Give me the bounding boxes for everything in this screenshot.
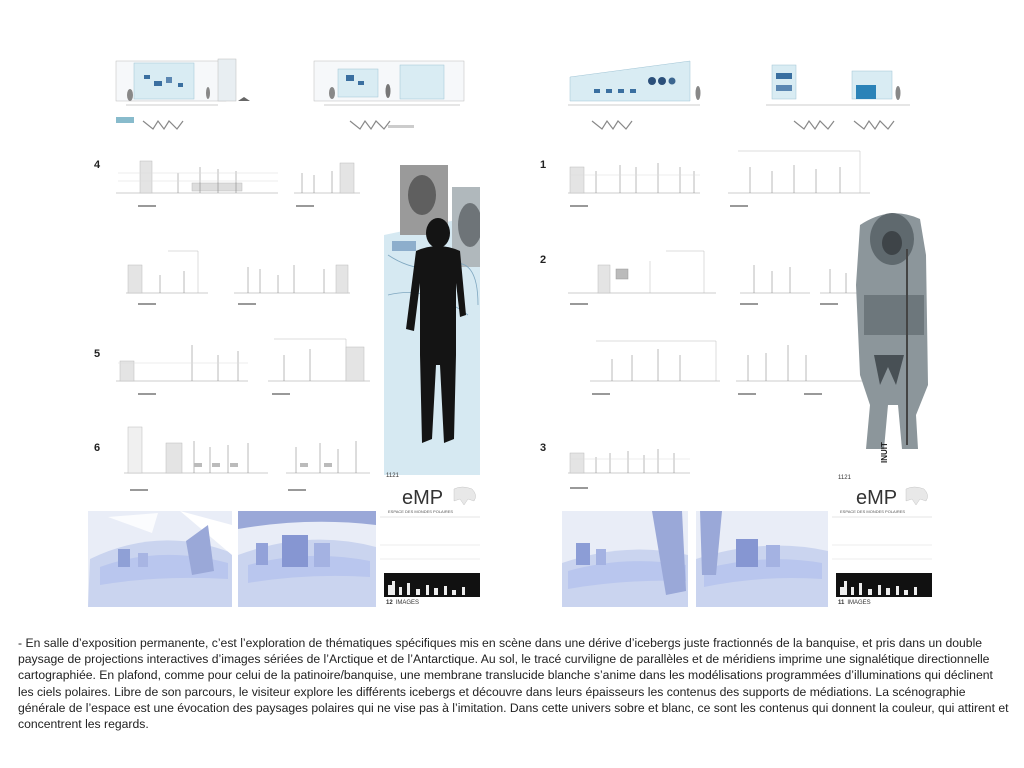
left-board-drawings <box>88 55 480 610</box>
emp-logo-subtitle: ESPACE DES MONDES POLAIRES <box>840 509 906 514</box>
elevation-row-2 <box>568 251 870 305</box>
board-code: 1121 <box>386 473 399 479</box>
row-number-4: 4 <box>94 159 101 171</box>
page-number-value: 11 <box>838 600 845 606</box>
page-number-value: 12 <box>386 600 393 606</box>
left-skyline-strip <box>384 573 480 597</box>
page-number <box>386 600 419 606</box>
elevation-row-6 <box>124 427 370 491</box>
presentation-board-left <box>88 55 480 610</box>
top-elevation-1 <box>116 59 250 129</box>
elevation-row-5 <box>116 339 370 395</box>
page-number <box>838 600 871 606</box>
caption-paragraph: - En salle d’exposition permanente, c’est l’exploration de thématiques spécifiques mis en scène dans une dérive d’icebergs juste fractionnés de la banquise, et pris dans un double paysage de projections interactives d’images sériées de l’Arctique et de l’Antarctique. Au sol, le tracé curviligne de parallèles et de méridiens imprime une signalétique directionnelle cartographiée. En plafond, comme pour celui de la patinoire/banquise, une membrane translucide blanche s’anime dans les modélisations programmées d’illuminations qui déclinent les ciels polaires. Libre de son parcours, le visiteur explore les différents icebergs et découvre dans leurs épaisseurs les contenus des supports de médiations. La scénographie générale de l’espace est une évocation des paysages polaires qui ne vise pas à l’imitation. Dans cette univers sobre et blanc, ce sont les contenus qui donnent la couleur, qui attirent et concentrent les regards. <box>18 636 1009 732</box>
render-4 <box>696 511 828 607</box>
emp-logo: eMP <box>402 487 444 509</box>
render-1 <box>88 511 232 607</box>
elevation-row-3 <box>568 449 690 489</box>
inuit-label: INUIT <box>880 442 889 463</box>
row-number-1: 1 <box>540 159 547 171</box>
board-code: 1121 <box>838 475 851 481</box>
row-number-6: 6 <box>94 442 101 454</box>
top-elevation-2 <box>314 61 464 129</box>
page-number-label: IMAGES <box>395 600 420 606</box>
elevation-row-4b <box>126 251 350 305</box>
elevation-row-renders <box>590 341 862 395</box>
elevation-row-1 <box>568 151 870 207</box>
row-number-2: 2 <box>540 254 547 266</box>
right-skyline-strip <box>836 573 932 597</box>
inuit-figure <box>856 213 928 449</box>
top-elevation-3 <box>568 61 701 129</box>
emp-logo: eMP <box>856 487 898 509</box>
top-elevation-4 <box>766 65 910 129</box>
right-board-drawings <box>540 55 932 610</box>
render-2 <box>238 511 376 607</box>
page-number-label: IMAGES <box>847 600 871 606</box>
presentation-board-right <box>540 55 932 610</box>
row-number-3: 3 <box>540 442 547 454</box>
row-number-5: 5 <box>94 348 101 360</box>
render-3 <box>562 511 688 607</box>
emp-logo-subtitle: ESPACE DES MONDES POLAIRES <box>388 509 454 514</box>
elevation-row-4 <box>116 161 360 207</box>
